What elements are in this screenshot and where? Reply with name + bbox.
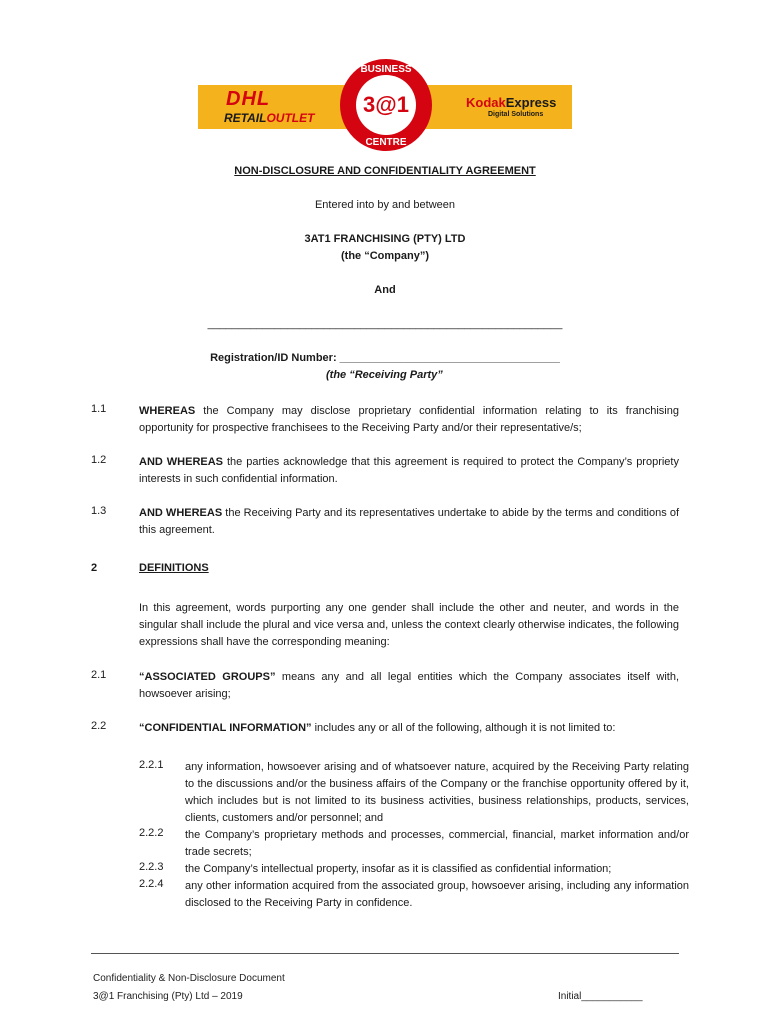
subitem-text: any other information acquired from the associated group, howsoever arising, including any information disclosed to the Receiving Party in confidence. bbox=[185, 880, 689, 909]
retail-text: RETAIL bbox=[224, 111, 267, 125]
seal-mid-text: 3@1 bbox=[363, 92, 409, 117]
definition-text bbox=[139, 720, 679, 737]
clause-text bbox=[139, 505, 679, 539]
definitions-intro: In this agreement, words purporting any one gender shall include the other and neuter, and words in the singular shall include the plural and vice versa and, unless the context clearly otherwise indicates, the following expressions shall have the corresponding meaning: bbox=[139, 602, 679, 648]
footer-divider bbox=[91, 953, 679, 954]
company-alias: (the “Company”) bbox=[341, 250, 429, 262]
clause-number: 1.1 bbox=[91, 403, 107, 415]
clause-number: 1.2 bbox=[91, 454, 107, 466]
clause-lead: WHEREAS bbox=[139, 405, 196, 417]
definition-body: includes any or all of the following, although it is not limited to: bbox=[311, 722, 616, 734]
digital-solutions-text: Digital Solutions bbox=[488, 111, 544, 118]
retail-outlet-text bbox=[224, 111, 314, 125]
section-title: DEFINITIONS bbox=[139, 562, 209, 574]
company-logo-banner bbox=[198, 55, 572, 155]
subitem-text: the Company’s intellectual property, insofar as it is classified as confidential information; bbox=[185, 863, 612, 875]
clause-body: the Receiving Party and its representatives undertake to abide by the terms and conditions of this agreement. bbox=[139, 507, 679, 536]
definition-number: 2.2 bbox=[91, 720, 107, 732]
outlet-text: OUTLET bbox=[266, 111, 315, 125]
company-name: 3AT1 FRANCHISING (PTY) LTD bbox=[304, 233, 466, 245]
definition-lead: “CONFIDENTIAL INFORMATION” bbox=[139, 722, 312, 734]
footer-document-name: Confidentiality & Non-Disclosure Document bbox=[93, 973, 285, 984]
clause-lead: AND WHEREAS bbox=[139, 456, 224, 468]
clause-text bbox=[139, 403, 679, 437]
section-number: 2 bbox=[91, 562, 98, 574]
initial-field: Initial___________ bbox=[558, 991, 643, 1002]
party-name-blank: __________________________________________________________ bbox=[207, 318, 563, 330]
business-centre-seal bbox=[338, 57, 434, 153]
definition-body: means any and all legal entities which the Company associates itself with, howsoever arising; bbox=[139, 671, 680, 700]
and-text: And bbox=[374, 284, 396, 296]
kodak-express-text bbox=[466, 95, 556, 110]
subitem-number: 2.2.3 bbox=[139, 861, 164, 873]
subitem-number: 2.2.4 bbox=[139, 878, 164, 890]
seal-top-text: BUSINESS bbox=[360, 64, 412, 75]
definition-text bbox=[139, 669, 679, 703]
clause-lead: AND WHEREAS bbox=[139, 507, 223, 519]
subitem-number: 2.2.2 bbox=[139, 827, 164, 839]
kodak-text: Kodak bbox=[466, 95, 506, 110]
seal-bottom-text: CENTRE bbox=[365, 137, 407, 148]
definition-number: 2.1 bbox=[91, 669, 107, 681]
entered-into-text: Entered into by and between bbox=[314, 199, 456, 211]
dhl-logo-text: DHL bbox=[226, 88, 271, 110]
clause-text bbox=[139, 454, 679, 488]
express-text: Express bbox=[505, 95, 557, 110]
subitem-text: any information, howsoever arising and of whatsoever nature, acquired by the Receiving Party relating to the discussions and/or the business affairs of the Company or the franchise opportunity offered by it, which includes but is not limited to its business activities, business relationships, products, services, clients, customers and/or personnel; and bbox=[185, 761, 689, 824]
document-title: NON-DISCLOSURE AND CONFIDENTIALITY AGREEMENT bbox=[234, 165, 536, 177]
clause-body: the Company may disclose proprietary confidential information relating to its franchising opportunity for prospective franchisees to the Receiving Party and/or their representative/s; bbox=[139, 405, 679, 434]
clause-number: 1.3 bbox=[91, 505, 107, 517]
subitem-number: 2.2.1 bbox=[139, 759, 164, 771]
receiving-party-alias: (the “Receiving Party” bbox=[326, 369, 443, 381]
subitem-text: the Company’s proprietary methods and processes, commercial, financial, market information and/or trade secrets; bbox=[185, 829, 689, 858]
registration-id-field: Registration/ID Number: ____________________________________ bbox=[210, 352, 560, 364]
definition-lead: “ASSOCIATED GROUPS” bbox=[139, 671, 276, 683]
footer-company-year: 3@1 Franchising (Pty) Ltd – 2019 bbox=[93, 991, 243, 1002]
clause-body: the parties acknowledge that this agreement is required to protect the Company’s propriety interests in such confidential information. bbox=[139, 456, 679, 485]
